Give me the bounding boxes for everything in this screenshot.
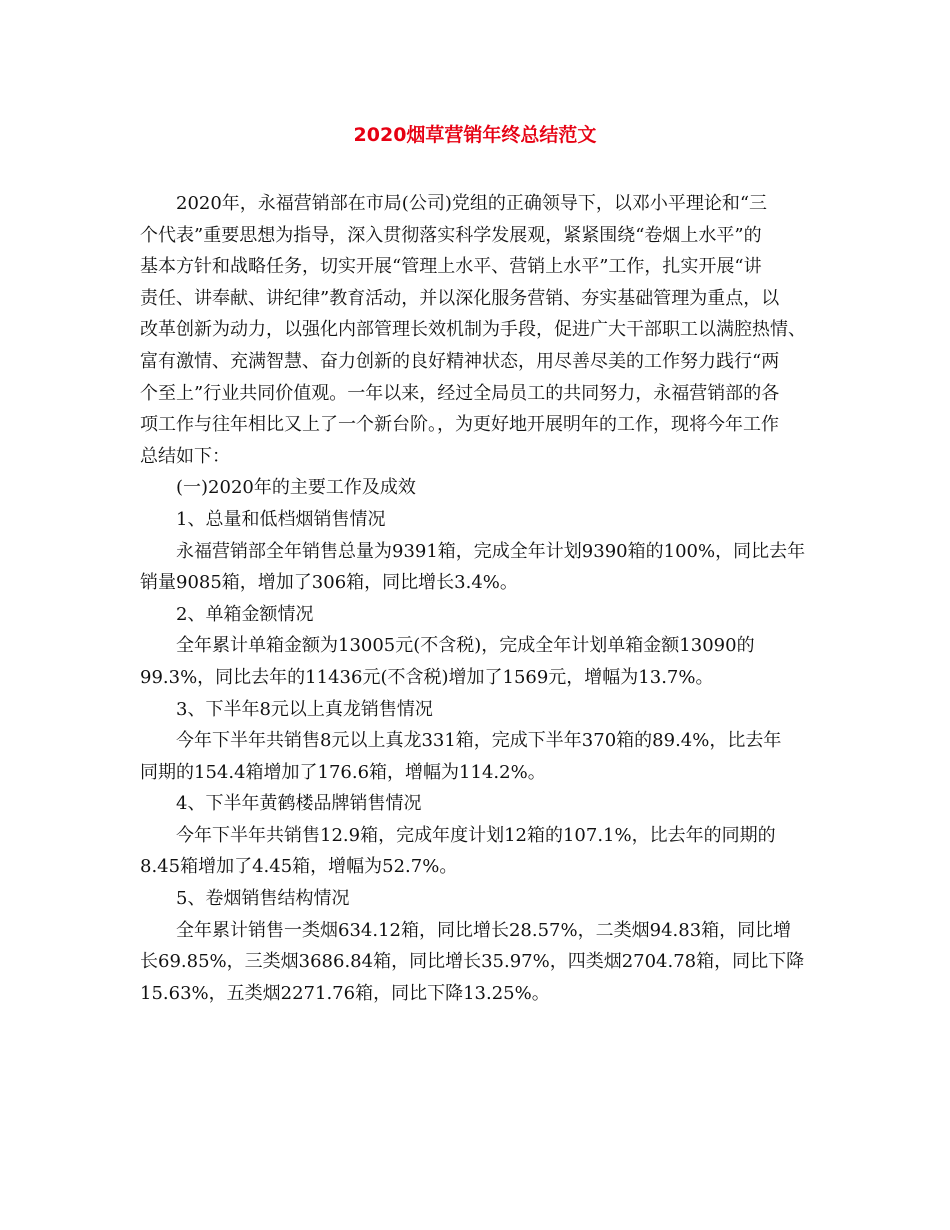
subsection-heading: 5、卷烟销售结构情况 [176, 888, 350, 910]
paragraph-line: 个至上”行业共同价值观。一年以来，经过全局员工的共同努力，永福营销部的各 [140, 382, 780, 404]
paragraph-line: 基本方针和战略任务，切实开展“管理上水平、营销上水平”工作，扎实开展“讲 [140, 256, 762, 278]
subsection-heading: 4、下半年黄鹤楼品牌销售情况 [176, 793, 422, 815]
paragraph-line: 今年下半年共销售8元以上真龙331箱，完成下半年370箱的89.4%，比去年 [176, 730, 782, 752]
paragraph-line: 富有激情、充满智慧、奋力创新的良好精神状态，用尽善尽美的工作努力践行“两 [140, 350, 780, 372]
subsection-heading: 2、单箱金额情况 [176, 603, 314, 625]
paragraph-line: 项工作与往年相比又上了一个新台阶。，为更好地开展明年的工作，现将今年工作 [140, 414, 779, 436]
document-body [140, 188, 815, 1009]
paragraph-line: 全年累计单箱金额为13005元(不含税)，完成全年计划单箱金额13090的 [176, 635, 755, 657]
subsection-heading: 3、下半年8元以上真龙销售情况 [176, 698, 433, 720]
paragraph-line: 责任、讲奉献、讲纪律”教育活动，并以深化服务营销、夯实基础管理为重点，以 [140, 287, 780, 309]
subsection-heading: 1、总量和低档烟销售情况 [176, 508, 386, 530]
paragraph-line: 99.3%，同比去年的11436元(不含税)增加了1569元，增幅为13.7%。 [140, 666, 714, 688]
paragraph-line: 2020年，永福营销部在市局(公司)党组的正确领导下，以邓小平理论和“三 [176, 193, 768, 214]
paragraph-line: 个代表”重要思想为指导，深入贯彻落实科学发展观，紧紧围绕“卷烟上水平”的 [140, 224, 762, 246]
paragraph-line: 今年下半年共销售12.9箱，完成年度计划12箱的107.1%，比去年的同期的 [176, 824, 776, 846]
paragraph-line: 15.63%，五类烟2271.76箱，同比下降13.25%。 [140, 982, 550, 1004]
paragraph-line: 改革创新为动力，以强化内部管理长效机制为手段，促进广大干部职工以满腔热情、 [140, 319, 806, 341]
paragraph-line: 销量9085箱，增加了306箱，同比增长3.4%。 [140, 572, 518, 594]
paragraph-line: 永福营销部全年销售总量为9391箱，完成全年计划9390箱的100%，同比去年 [176, 540, 806, 562]
document-title: 2020烟草营销年终总结范文 [353, 124, 597, 146]
paragraph-line: 同期的154.4箱增加了176.6箱，增幅为114.2%。 [140, 761, 546, 783]
paragraph-line: 8.45箱增加了4.45箱，增幅为52.7%。 [140, 856, 458, 878]
section-heading: (一)2020年的主要工作及成效 [176, 477, 416, 499]
paragraph-line: 全年累计销售一类烟634.12箱，同比增长28.57%，二类烟94.83箱，同比增 [176, 919, 792, 941]
paragraph-line: 长69.85%，三类烟3686.84箱，同比增长35.97%，四类烟2704.78箱，同比下降 [140, 951, 805, 973]
paragraph-line: 总结如下： [140, 445, 230, 467]
